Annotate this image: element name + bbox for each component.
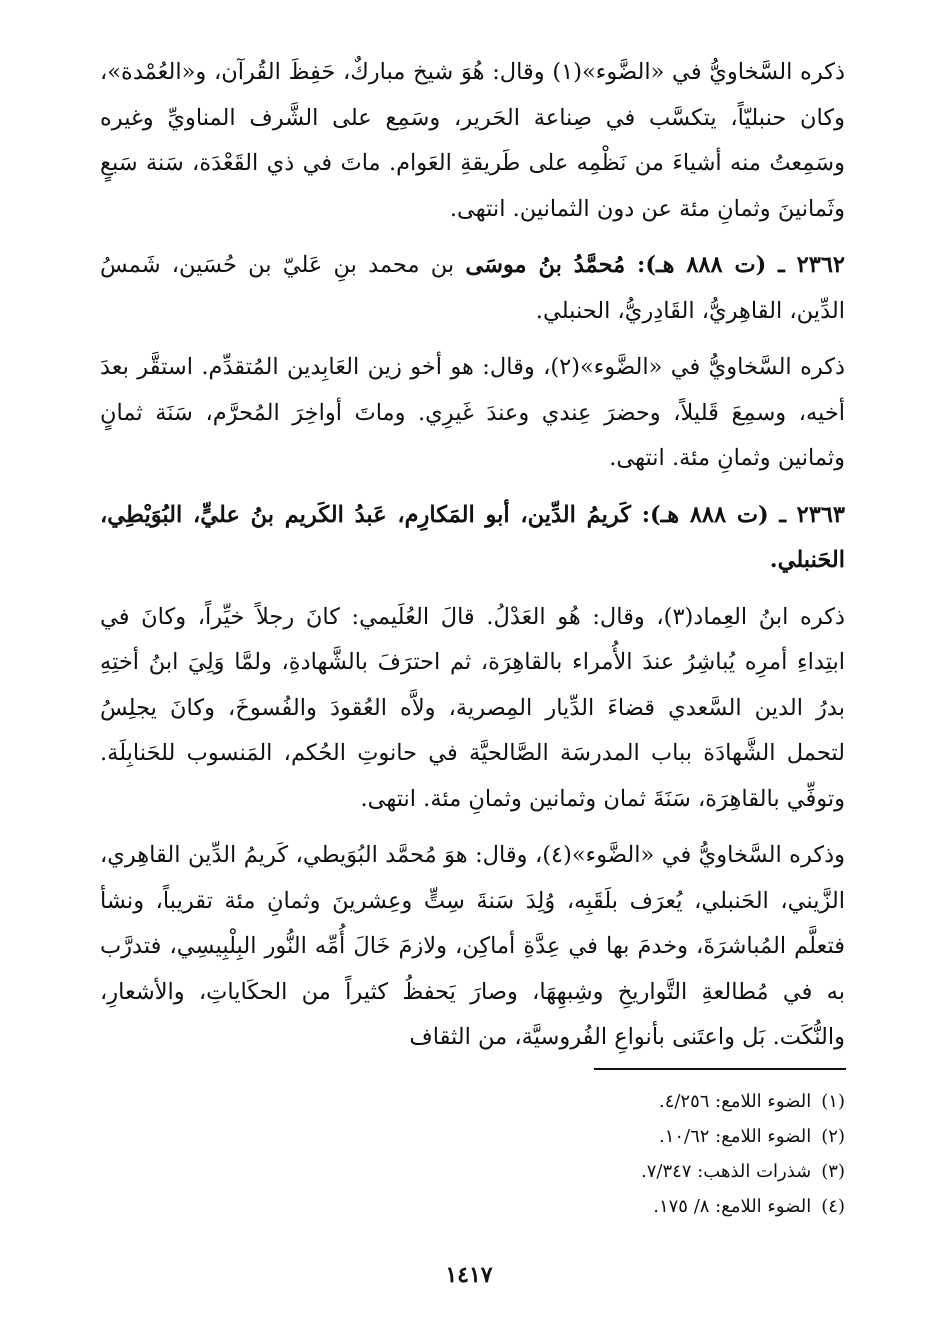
- entry-2363-heading: ٢٣٦٣ ـ (ت ٨٨٨ هـ): كَريمُ الدِّين، أبو المَكارِم، عَبدُ الكَريم بنُ عليٍّ،: [192, 501, 846, 528]
- footnote-text: الضوء اللامع: ٤/٢٥٦.: [658, 1091, 812, 1112]
- footnote-number: (٣): [821, 1161, 845, 1182]
- footnote-item: [345, 1189, 845, 1224]
- footnote-item: [345, 1084, 845, 1119]
- footnote-number: (٢): [821, 1126, 845, 1147]
- paragraph-sakhawi-1: ذكره السَّخاويُّ في «الضَّوء»(١) وقال: هُوَ شيخ مباركٌ، حَفِظَ القُرآن، و«العُمْدة»، وكان حنبليّاً، يتكسَّب في صِناعة الحَرير، وسَمِع على الشَّرف المناويِّ وغيره وسَمِعتُ منه أشياءَ من نَظْمِه على طَريقةِ العَوام. ماتَ في ذي القَعْدَة، سَنة سَبعٍ وثَمانينَ وثمانِ مئة عن دون الثمانين. انتهى.: [100, 59, 845, 222]
- footnote-number: (١): [821, 1091, 845, 1112]
- paragraph-ibn-imad: ذكره ابنُ العِماد(٣)، وقال: هُو العَدْلُ. قالَ العُلَيمي: كانَ رجلاً خيِّراً، وكانَ في ابتِداءِ أمرِه يُباشِرُ عندَ الأُمراء بالقاهِرَة، ثم احترَفَ بالشَّهادةِ، ولمَّا وَلِيَ ابنُ أختِهِ بدرُ الدين السَّعدي قضاءَ الدِّيار المِصرية، ولاَّه العُقودَ والفُسوخَ، وكانَ يجلِسُ لتحمل الشَّهادَة بباب المدرسَة الصَّالحيَّة في حانوتِ الحُكم، المَنسوب للحَنابِلَة. وتوفِّي بالقاهِرَة، سَنَةَ ثمان وثمانين وثمانِ مئة. انتهى.: [100, 603, 845, 812]
- footnote-item: [345, 1154, 845, 1189]
- paragraph-sakhawi-2: ذكره السَّخاويُّ في «الضَّوء»(٢)، وقال: هو أخو زين العَابِدين المُتقدِّم. استقَّر بعدَ أخيه، وسمِعَ قَليلاً، وحضرَ عِندي وعندَ غَيرِي. وماتَ أواخِرَ المُحرَّم، سَنَة ثمانٍ وثمانين وثمانِ مئة. انتهى.: [100, 354, 845, 471]
- paragraph-sakhawi-3: وذكره السَّخاويُّ في «الضَّوء»(٤)، وقال: هوَ مُحمَّد البُوَيطي، كَريمُ الدِّين القاهِري، الزَّيني، الحَنبلي، يُعرَف بلَقَبِه، وُلِدَ سَنةَ سِتٍّ وعِشرينَ وثمانِ مئة تقريباً، ونشأ فتعلَّم المُباشرَةَ، وخدمَ بها في عِدَّةِ أماكِن، ولازمَ خَالَ أُمِّه النُّور البِلْبِيسِي، فتدرَّب به في مُطالعةِ التَّواريخِ وشِبهِهَا، وصارَ يَحفظُ كثيراً من الحكَاياتِ، والأشعارِ، والنُّكَت. بَل واعتَنى بأنواعِ الفُروسيَّة، من الثقاف: [100, 842, 845, 1050]
- footnote-text: الضوء اللامع: ١٠/٦٢.: [658, 1126, 812, 1147]
- page-number: ١٤١٧: [445, 1262, 493, 1288]
- page-body: [100, 50, 845, 1061]
- entry-2363-details: البُوَيْطِي، الحَنبلي.: [100, 501, 845, 573]
- entry-2362: [100, 243, 845, 334]
- footnote-number: (٤): [821, 1196, 845, 1217]
- entry-2362-heading: ٢٣٦٢ ـ (ت ٨٨٨ هـ): مُحمَّدُ بنُ موسَى: [465, 252, 846, 278]
- footnote-text: الضوء اللامع: ٨/ ١٧٥.: [653, 1196, 812, 1217]
- entry-2362-details: بن محمد بنِ عَليّ بن حُسَين، شَمسُ الدِّين، القاهِريُّ، القَادِريُّ، الحنبلي.: [100, 252, 845, 324]
- footnote-divider: [594, 1068, 846, 1070]
- footnote-text: شذرات الذهب: ٧/٣٤٧.: [641, 1161, 812, 1182]
- footnote-item: [345, 1119, 845, 1154]
- entry-2363: [100, 493, 845, 584]
- footnotes-list: [345, 1084, 845, 1224]
